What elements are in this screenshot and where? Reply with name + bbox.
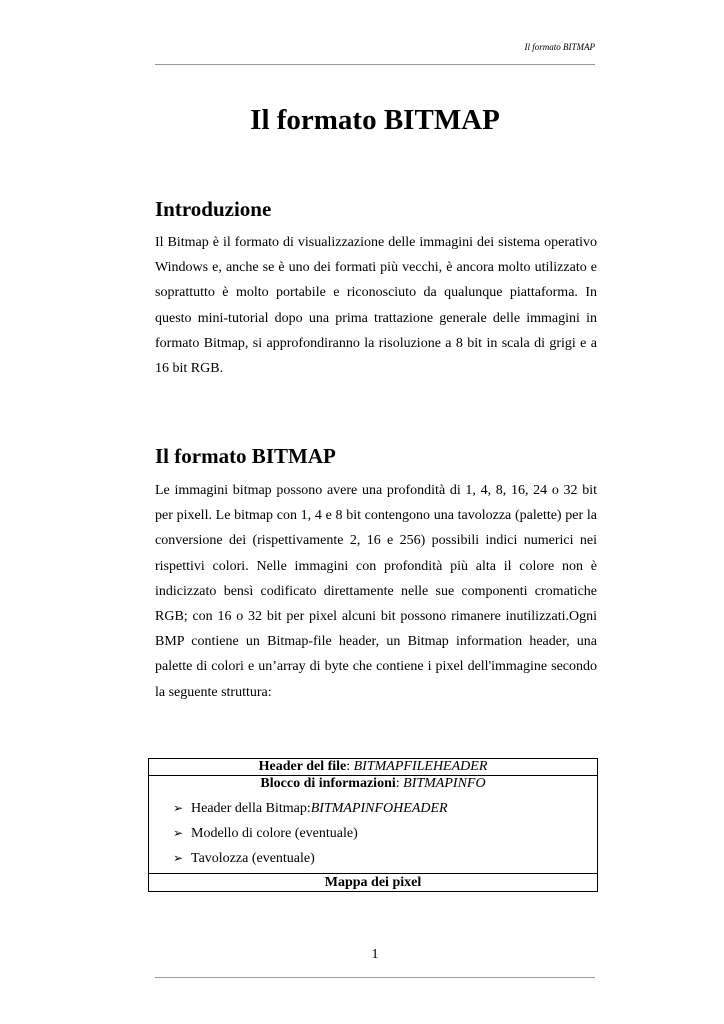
file-header-label: Header del file [258, 759, 347, 774]
separator: : [346, 759, 354, 774]
info-block-name: BITMAPINFO [403, 776, 486, 791]
structure-row-file-header [149, 759, 597, 776]
structure-row-pixel-map: Mappa dei pixel [324, 875, 422, 890]
footer-rule [155, 977, 595, 978]
file-header-name: BITMAPFILEHEADER [353, 759, 488, 774]
list-item-label: Tavolozza (eventuale) [191, 851, 315, 866]
list-item-label: Header della Bitmap: [191, 801, 311, 816]
separator: : [395, 776, 404, 791]
list-item [173, 821, 597, 846]
arrow-bullet-icon: ➢ [173, 826, 184, 840]
list-item [173, 796, 597, 821]
info-block-list [149, 796, 597, 871]
running-header: Il formato BITMAP [524, 42, 595, 52]
document-title: Il formato BITMAP [250, 104, 500, 136]
arrow-bullet-icon: ➢ [173, 801, 184, 815]
section-heading-formato-bitmap: Il formato BITMAP [155, 444, 336, 468]
section-heading-introduzione: Introduzione [155, 197, 272, 221]
section-paragraph-formato-bitmap: Le immagini bitmap possono avere una profondità di 1, 4, 8, 16, 24 o 32 bit per pixell. Le bitmap con 1, 4 e 8 bit contengono una tavolozza (palette) per la conversione dei (rispettivamente 2, 16 e 256) possibili indici numerici nei rispettivi colori. Nelle immagini con profondità più alta il colore non è indicizzato bensì codificato direttamente nelle sue componenti cromatiche RGB; con 16 o 32 bit per pixel alcuni bit possono rimanere inutilizzati.Ogni BMP contiene un Bitmap-file header, un Bitmap information header, una palette di colori e un’array di byte che contiene i pixel dell'immagine secondo la seguente struttura: [155, 483, 597, 700]
header-rule [155, 64, 595, 65]
list-item-name: BITMAPINFOHEADER [310, 801, 448, 816]
info-block-title [149, 776, 597, 792]
list-item-label: Modello di colore (eventuale) [191, 826, 358, 841]
bitmap-structure-table [148, 758, 598, 892]
section-paragraph-introduzione: Il Bitmap è il formato di visualizzazione delle immagini dei sistema operativo Windows e, anche se è uno dei formati più vecchi, è ancora molto utilizzato e soprattutto è molto portabile e riconosciuto da qualunque piattaforma. In questo mini-tutorial dopo una prima trattazione generale delle immagini in formato Bitmap, si approfondiranno la risoluzione a 8 bit in scala di grigi e a 16 bit RGB. [155, 235, 597, 377]
info-block-label: Blocco di informazioni [260, 776, 396, 791]
arrow-bullet-icon: ➢ [173, 851, 184, 865]
list-item [173, 846, 597, 871]
structure-row-info-block [149, 776, 597, 874]
page-number: 1 [371, 947, 379, 962]
